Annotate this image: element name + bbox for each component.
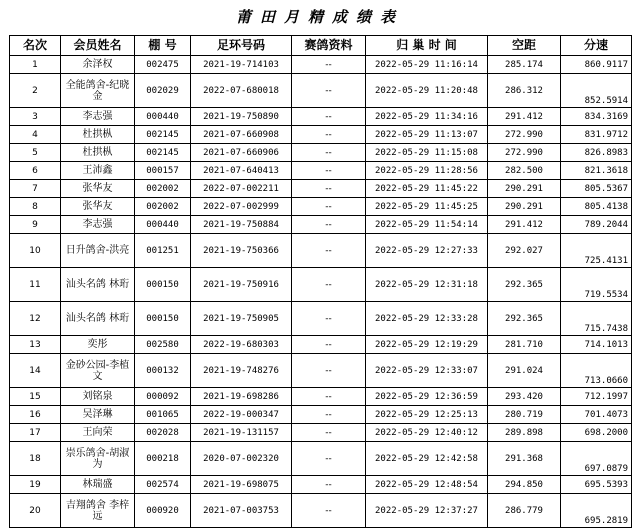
cell-rank: 13 xyxy=(10,336,61,354)
cell-member-name: 王沛鑫 xyxy=(61,162,135,180)
page-title: 莆田月精成绩表 xyxy=(235,8,404,26)
cell-ring-number: 2022-07-002211 xyxy=(191,180,292,198)
cell-arrival-time: 2022-05-29 12:36:59 xyxy=(366,388,488,406)
cell-speed: 805.5367 xyxy=(561,180,632,198)
cell-ring-number: 2021-19-750884 xyxy=(191,216,292,234)
cell-member-name: 王向荣 xyxy=(61,424,135,442)
cell-rank: 6 xyxy=(10,162,61,180)
table-row xyxy=(10,108,632,126)
cell-member-name: 李志强 xyxy=(61,108,135,126)
cell-pigeon-info: -- xyxy=(292,162,366,180)
cell-distance: 291.412 xyxy=(488,216,561,234)
cell-shed-number: 002475 xyxy=(135,56,191,74)
cell-rank: 5 xyxy=(10,144,61,162)
cell-ring-number: 2022-07-002999 xyxy=(191,198,292,216)
cell-distance: 286.312 xyxy=(488,74,561,108)
cell-shed-number: 000218 xyxy=(135,442,191,476)
cell-pigeon-info: -- xyxy=(292,442,366,476)
cell-arrival-time: 2022-05-29 11:54:14 xyxy=(366,216,488,234)
cell-rank: 16 xyxy=(10,406,61,424)
cell-rank: 12 xyxy=(10,302,61,336)
cell-shed-number: 002028 xyxy=(135,424,191,442)
cell-rank: 4 xyxy=(10,126,61,144)
cell-member-name: 张华友 xyxy=(61,180,135,198)
cell-shed-number: 002002 xyxy=(135,180,191,198)
cell-member-name: 杜拱枞 xyxy=(61,144,135,162)
cell-member-name: 汕头名鸽 林珩 xyxy=(61,302,135,336)
cell-member-name: 奕彤 xyxy=(61,336,135,354)
cell-speed: 714.1013 xyxy=(561,336,632,354)
cell-arrival-time: 2022-05-29 12:42:58 xyxy=(366,442,488,476)
cell-ring-number: 2020-07-002320 xyxy=(191,442,292,476)
cell-distance: 286.779 xyxy=(488,494,561,528)
cell-pigeon-info: -- xyxy=(292,336,366,354)
cell-speed: 826.8983 xyxy=(561,144,632,162)
cell-ring-number: 2021-19-698286 xyxy=(191,388,292,406)
cell-ring-number: 2021-19-698075 xyxy=(191,476,292,494)
cell-pigeon-info: -- xyxy=(292,180,366,198)
cell-rank: 9 xyxy=(10,216,61,234)
cell-distance: 292.365 xyxy=(488,268,561,302)
cell-distance: 290.291 xyxy=(488,198,561,216)
cell-rank: 8 xyxy=(10,198,61,216)
cell-ring-number: 2021-19-714103 xyxy=(191,56,292,74)
table-row xyxy=(10,216,632,234)
cell-ring-number: 2021-07-660906 xyxy=(191,144,292,162)
cell-speed: 695.5393 xyxy=(561,476,632,494)
cell-arrival-time: 2022-05-29 12:40:12 xyxy=(366,424,488,442)
cell-rank: 20 xyxy=(10,494,61,528)
table-row xyxy=(10,144,632,162)
cell-pigeon-info: -- xyxy=(292,198,366,216)
cell-arrival-time: 2022-05-29 12:33:28 xyxy=(366,302,488,336)
column-header-ring-number: 足环号码 xyxy=(191,36,292,56)
cell-speed: 852.5914 xyxy=(561,74,632,108)
cell-pigeon-info: -- xyxy=(292,494,366,528)
results-table xyxy=(9,35,632,528)
table-header-row xyxy=(10,36,632,56)
cell-pigeon-info: -- xyxy=(292,476,366,494)
cell-member-name: 张华友 xyxy=(61,198,135,216)
cell-pigeon-info: -- xyxy=(292,144,366,162)
cell-rank: 14 xyxy=(10,354,61,388)
cell-arrival-time: 2022-05-29 12:27:33 xyxy=(366,234,488,268)
cell-arrival-time: 2022-05-29 11:13:07 xyxy=(366,126,488,144)
cell-shed-number: 000150 xyxy=(135,302,191,336)
table-body xyxy=(10,56,632,528)
column-header-shed-number: 棚 号 xyxy=(135,36,191,56)
cell-shed-number: 000440 xyxy=(135,216,191,234)
cell-arrival-time: 2022-05-29 12:19:29 xyxy=(366,336,488,354)
cell-arrival-time: 2022-05-29 11:45:22 xyxy=(366,180,488,198)
cell-pigeon-info: -- xyxy=(292,354,366,388)
cell-member-name: 杜拱枞 xyxy=(61,126,135,144)
cell-speed: 860.9117 xyxy=(561,56,632,74)
cell-speed: 695.2819 xyxy=(561,494,632,528)
cell-speed: 834.3169 xyxy=(561,108,632,126)
column-header-member-name: 会员姓名 xyxy=(61,36,135,56)
table-row xyxy=(10,336,632,354)
cell-shed-number: 000132 xyxy=(135,354,191,388)
cell-distance: 280.719 xyxy=(488,406,561,424)
cell-speed: 831.9712 xyxy=(561,126,632,144)
cell-ring-number: 2021-19-750366 xyxy=(191,234,292,268)
column-header-pigeon-info: 赛鸽资料 xyxy=(292,36,366,56)
cell-shed-number: 002029 xyxy=(135,74,191,108)
table-row xyxy=(10,442,632,476)
cell-pigeon-info: -- xyxy=(292,424,366,442)
cell-arrival-time: 2022-05-29 12:31:18 xyxy=(366,268,488,302)
column-header-arrival-time: 归 巢 时 间 xyxy=(366,36,488,56)
table-row xyxy=(10,126,632,144)
cell-shed-number: 002145 xyxy=(135,144,191,162)
column-header-distance: 空距 xyxy=(488,36,561,56)
cell-rank: 18 xyxy=(10,442,61,476)
cell-distance: 285.174 xyxy=(488,56,561,74)
table-row xyxy=(10,494,632,528)
cell-shed-number: 001251 xyxy=(135,234,191,268)
cell-distance: 293.420 xyxy=(488,388,561,406)
cell-member-name: 吴泽琳 xyxy=(61,406,135,424)
cell-arrival-time: 2022-05-29 12:48:54 xyxy=(366,476,488,494)
cell-ring-number: 2022-19-680303 xyxy=(191,336,292,354)
cell-distance: 272.990 xyxy=(488,144,561,162)
cell-arrival-time: 2022-05-29 11:28:56 xyxy=(366,162,488,180)
cell-speed: 719.5534 xyxy=(561,268,632,302)
cell-arrival-time: 2022-05-29 11:45:25 xyxy=(366,198,488,216)
cell-arrival-time: 2022-05-29 11:20:48 xyxy=(366,74,488,108)
cell-pigeon-info: -- xyxy=(292,388,366,406)
cell-distance: 289.898 xyxy=(488,424,561,442)
cell-arrival-time: 2022-05-29 12:37:27 xyxy=(366,494,488,528)
table-row xyxy=(10,74,632,108)
cell-distance: 282.500 xyxy=(488,162,561,180)
cell-arrival-time: 2022-05-29 11:34:16 xyxy=(366,108,488,126)
cell-rank: 11 xyxy=(10,268,61,302)
table-row xyxy=(10,234,632,268)
cell-ring-number: 2021-19-750916 xyxy=(191,268,292,302)
cell-member-name: 全能鸽舍-纪晓金 xyxy=(61,74,135,108)
cell-speed: 697.0879 xyxy=(561,442,632,476)
cell-ring-number: 2021-07-003753 xyxy=(191,494,292,528)
cell-arrival-time: 2022-05-29 11:15:08 xyxy=(366,144,488,162)
cell-shed-number: 000920 xyxy=(135,494,191,528)
cell-ring-number: 2021-19-750890 xyxy=(191,108,292,126)
cell-arrival-time: 2022-05-29 12:33:07 xyxy=(366,354,488,388)
cell-ring-number: 2021-07-640413 xyxy=(191,162,292,180)
cell-shed-number: 000440 xyxy=(135,108,191,126)
table-row xyxy=(10,302,632,336)
cell-distance: 281.710 xyxy=(488,336,561,354)
cell-distance: 291.368 xyxy=(488,442,561,476)
cell-member-name: 汕头名鸽 林珩 xyxy=(61,268,135,302)
cell-member-name: 刘铭泉 xyxy=(61,388,135,406)
cell-rank: 19 xyxy=(10,476,61,494)
cell-arrival-time: 2022-05-29 11:16:14 xyxy=(366,56,488,74)
cell-rank: 17 xyxy=(10,424,61,442)
cell-pigeon-info: -- xyxy=(292,268,366,302)
cell-pigeon-info: -- xyxy=(292,74,366,108)
table-row xyxy=(10,476,632,494)
cell-pigeon-info: -- xyxy=(292,126,366,144)
cell-ring-number: 2021-19-131157 xyxy=(191,424,292,442)
cell-distance: 294.850 xyxy=(488,476,561,494)
cell-ring-number: 2022-07-680018 xyxy=(191,74,292,108)
cell-rank: 1 xyxy=(10,56,61,74)
cell-pigeon-info: -- xyxy=(292,302,366,336)
cell-member-name: 李志强 xyxy=(61,216,135,234)
cell-distance: 292.365 xyxy=(488,302,561,336)
cell-member-name: 吉翔鸽舍 李梓远 xyxy=(61,494,135,528)
table-row xyxy=(10,162,632,180)
column-header-rank: 名次 xyxy=(10,36,61,56)
cell-rank: 3 xyxy=(10,108,61,126)
table-row xyxy=(10,354,632,388)
cell-member-name: 日升鸽舍-洪亮 xyxy=(61,234,135,268)
cell-member-name: 金砂公园-李植文 xyxy=(61,354,135,388)
cell-distance: 292.027 xyxy=(488,234,561,268)
cell-speed: 698.2000 xyxy=(561,424,632,442)
cell-shed-number: 000157 xyxy=(135,162,191,180)
cell-pigeon-info: -- xyxy=(292,216,366,234)
cell-ring-number: 2022-19-000347 xyxy=(191,406,292,424)
cell-shed-number: 001065 xyxy=(135,406,191,424)
cell-speed: 713.0660 xyxy=(561,354,632,388)
cell-shed-number: 002002 xyxy=(135,198,191,216)
cell-member-name: 余泽权 xyxy=(61,56,135,74)
table-row xyxy=(10,406,632,424)
cell-speed: 701.4073 xyxy=(561,406,632,424)
cell-shed-number: 002580 xyxy=(135,336,191,354)
table-row xyxy=(10,198,632,216)
cell-speed: 712.1997 xyxy=(561,388,632,406)
table-row xyxy=(10,56,632,74)
cell-rank: 15 xyxy=(10,388,61,406)
cell-pigeon-info: -- xyxy=(292,108,366,126)
cell-shed-number: 002574 xyxy=(135,476,191,494)
cell-pigeon-info: -- xyxy=(292,56,366,74)
table-row xyxy=(10,180,632,198)
cell-pigeon-info: -- xyxy=(292,406,366,424)
table-row xyxy=(10,388,632,406)
cell-member-name: 林瑞盛 xyxy=(61,476,135,494)
cell-rank: 7 xyxy=(10,180,61,198)
cell-distance: 272.990 xyxy=(488,126,561,144)
cell-arrival-time: 2022-05-29 12:25:13 xyxy=(366,406,488,424)
cell-rank: 2 xyxy=(10,74,61,108)
cell-ring-number: 2021-07-660908 xyxy=(191,126,292,144)
cell-rank: 10 xyxy=(10,234,61,268)
table-row xyxy=(10,424,632,442)
cell-distance: 290.291 xyxy=(488,180,561,198)
cell-speed: 805.4138 xyxy=(561,198,632,216)
cell-speed: 715.7438 xyxy=(561,302,632,336)
cell-shed-number: 000150 xyxy=(135,268,191,302)
cell-pigeon-info: -- xyxy=(292,234,366,268)
cell-ring-number: 2021-19-748276 xyxy=(191,354,292,388)
cell-ring-number: 2021-19-750905 xyxy=(191,302,292,336)
cell-shed-number: 002145 xyxy=(135,126,191,144)
cell-speed: 821.3618 xyxy=(561,162,632,180)
cell-distance: 291.024 xyxy=(488,354,561,388)
cell-distance: 291.412 xyxy=(488,108,561,126)
cell-speed: 725.4131 xyxy=(561,234,632,268)
cell-speed: 789.2044 xyxy=(561,216,632,234)
cell-shed-number: 000092 xyxy=(135,388,191,406)
table-row xyxy=(10,268,632,302)
cell-member-name: 崇乐鸽舍-胡淑为 xyxy=(61,442,135,476)
column-header-speed: 分速 xyxy=(561,36,632,56)
